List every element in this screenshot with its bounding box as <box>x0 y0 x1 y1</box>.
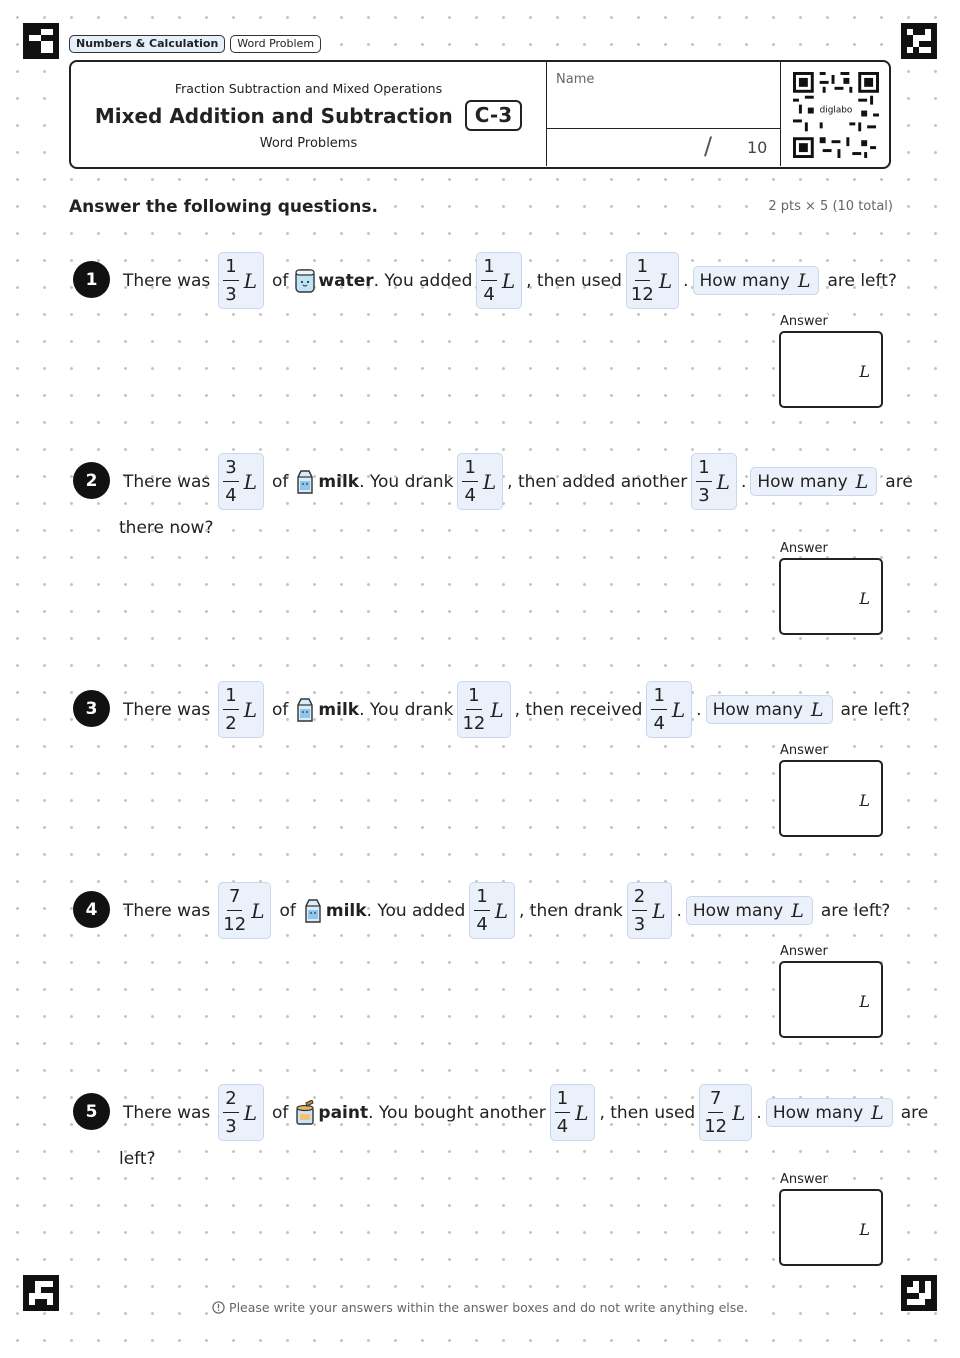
question-number: 2 <box>73 462 110 499</box>
fraction-quantity <box>627 882 673 939</box>
answer-box[interactable] <box>779 760 883 837</box>
info-icon <box>212 1301 225 1314</box>
corner-marker-top-right <box>901 23 937 59</box>
fraction-quantity <box>646 681 692 738</box>
unit-liter: L <box>251 898 265 923</box>
fraction-denominator: 4 <box>556 1116 569 1137</box>
fraction-numerator: 1 <box>223 682 238 710</box>
fraction-numerator: 1 <box>466 682 481 710</box>
question-ask-box <box>686 896 813 925</box>
question-text <box>119 681 914 738</box>
milk-carton-icon <box>302 898 324 924</box>
worksheet-category: Word Problems <box>259 136 358 151</box>
fraction-denominator: 12 <box>704 1116 728 1137</box>
question-phrase: . You bought another <box>368 1102 546 1123</box>
footer-text: Please write your answers within the answer boxes and do not write anything else. <box>229 1300 748 1315</box>
question-text-continued: left? <box>119 1149 156 1169</box>
unit-liter: L <box>871 1101 884 1124</box>
ask-text: How many <box>757 471 848 492</box>
fraction-numerator: 1 <box>651 682 666 710</box>
milk-carton-icon <box>294 469 316 495</box>
answer-unit: L <box>859 1220 870 1239</box>
header-title-block <box>71 62 546 166</box>
fraction-numerator: 1 <box>481 253 496 281</box>
unit-liter: L <box>732 1100 746 1125</box>
fraction-denominator: 4 <box>653 713 665 734</box>
question-item: water <box>318 270 374 291</box>
question-item: milk <box>318 699 360 720</box>
fraction-numerator: 3 <box>223 454 238 482</box>
fraction <box>704 1085 727 1140</box>
question-ask-box <box>766 1098 893 1127</box>
fraction <box>632 883 647 938</box>
fraction-quantity <box>691 453 737 510</box>
question-phrase: . <box>740 471 747 492</box>
fraction-denominator: 4 <box>464 485 476 506</box>
question-number: 4 <box>73 891 110 928</box>
answer-label: Answer <box>780 541 828 556</box>
fraction <box>223 1085 238 1140</box>
paint-can-icon <box>294 1100 316 1126</box>
answer-unit: L <box>859 589 870 608</box>
fraction-numerator: 2 <box>223 1085 238 1113</box>
fraction-quantity <box>476 252 522 309</box>
fraction-numerator: 1 <box>223 253 238 281</box>
question-text <box>119 1084 932 1141</box>
question-text <box>119 882 894 939</box>
unit-liter: L <box>482 469 497 494</box>
question-phrase: There was <box>123 471 211 492</box>
ask-text: How many <box>712 699 803 720</box>
qr-logo-text: diglabo <box>819 105 853 116</box>
answer-label: Answer <box>780 1172 828 1187</box>
score-total: 10 <box>747 138 768 157</box>
fraction-numerator: 1 <box>555 1085 570 1113</box>
question-ask-box <box>750 467 877 496</box>
unit-liter: L <box>243 268 258 293</box>
question-phrase: , then drank <box>519 900 623 921</box>
score-field[interactable] <box>547 129 780 166</box>
question-phrase: There was <box>123 270 211 291</box>
unit-liter: L <box>855 470 869 493</box>
milk-carton-icon <box>294 697 316 723</box>
question-phrase: . <box>696 699 702 720</box>
fraction-quantity <box>469 882 515 939</box>
fraction <box>631 253 654 308</box>
unit-liter: L <box>797 269 811 292</box>
fraction-numerator: 1 <box>696 454 711 482</box>
question-phrase: . <box>756 1102 762 1123</box>
fraction <box>555 1085 570 1140</box>
tag-group <box>69 35 321 53</box>
question-phrase: are left? <box>827 270 897 291</box>
fraction-quantity <box>218 882 271 939</box>
fraction-numerator: 7 <box>227 883 242 911</box>
question-phrase: are <box>885 471 913 492</box>
unit-liter: L <box>243 1100 258 1125</box>
question-phrase: , then used <box>526 270 622 291</box>
question-phrase: , then added another <box>507 471 688 492</box>
question-phrase: of <box>272 699 289 720</box>
unit-liter: L <box>810 698 824 721</box>
fraction-quantity <box>626 252 679 309</box>
unit-liter: L <box>243 469 258 494</box>
unit-liter: L <box>716 469 730 494</box>
name-score-block <box>546 62 781 166</box>
fraction-quantity <box>218 453 264 510</box>
footer-note <box>0 1300 960 1315</box>
fraction-quantity <box>218 252 264 309</box>
fraction <box>651 682 666 737</box>
worksheet-subtitle: Fraction Subtraction and Mixed Operations <box>174 81 443 96</box>
question-phrase: . You drank <box>359 471 454 492</box>
fraction-numerator: 2 <box>632 883 647 911</box>
fraction <box>481 253 496 308</box>
unit-liter: L <box>575 1100 589 1125</box>
unit-liter: L <box>243 697 258 722</box>
unit-liter: L <box>652 898 666 923</box>
question-phrase: , then received <box>514 699 643 720</box>
qr-code <box>793 72 879 158</box>
fraction-numerator: 7 <box>708 1085 723 1113</box>
points-info: 2 pts × 5 (10 total) <box>768 199 893 214</box>
name-label: Name <box>556 72 595 87</box>
answer-box[interactable] <box>779 961 883 1038</box>
answer-box[interactable] <box>779 1189 883 1266</box>
unit-liter: L <box>490 697 504 722</box>
question-text <box>119 453 917 510</box>
fraction-denominator: 4 <box>476 914 488 935</box>
fraction-denominator: 3 <box>225 1116 237 1137</box>
unit-liter: L <box>791 899 804 922</box>
category-tag: Numbers & Calculation <box>69 35 225 53</box>
unit-liter: L <box>501 268 516 293</box>
fraction <box>462 682 485 737</box>
answer-unit: L <box>859 791 870 810</box>
type-tag: Word Problem <box>230 35 321 53</box>
fraction-quantity <box>699 1084 752 1141</box>
fraction-quantity <box>550 1084 596 1141</box>
question-item: milk <box>325 900 367 921</box>
question-number: 5 <box>73 1093 110 1130</box>
score-slash: / <box>704 132 713 160</box>
fraction-quantity <box>457 681 510 738</box>
ask-text: How many <box>772 1102 864 1123</box>
question-item: milk <box>318 471 360 492</box>
question-phrase: . You added <box>366 900 466 921</box>
answer-unit: L <box>859 992 870 1011</box>
fraction <box>696 454 711 509</box>
question-phrase: of <box>272 1102 289 1123</box>
fraction-denominator: 3 <box>633 914 646 935</box>
answer-box[interactable] <box>779 331 883 408</box>
question-number: 3 <box>73 690 110 727</box>
question-phrase: are left? <box>840 699 910 720</box>
fraction-denominator: 4 <box>483 284 495 305</box>
ask-text: How many <box>699 270 790 291</box>
answer-label: Answer <box>780 743 828 758</box>
fraction-numerator: 1 <box>635 253 650 281</box>
answer-box[interactable] <box>779 558 883 635</box>
fraction-denominator: 12 <box>462 713 486 734</box>
fraction-denominator: 4 <box>225 485 237 506</box>
instructions: Answer the following questions. <box>69 197 382 217</box>
question-phrase: of <box>272 471 289 492</box>
fraction-denominator: 3 <box>698 485 710 506</box>
answer-label: Answer <box>780 944 828 959</box>
question-item: paint <box>318 1102 369 1123</box>
name-field[interactable] <box>547 62 780 129</box>
fraction-denominator: 2 <box>225 713 237 734</box>
fraction-quantity <box>457 453 503 510</box>
fraction-denominator: 12 <box>223 914 247 935</box>
question-text <box>119 252 901 309</box>
question-number: 1 <box>73 261 110 298</box>
ask-text: How many <box>692 900 784 921</box>
fraction-numerator: 1 <box>474 883 489 911</box>
unit-liter: L <box>658 268 673 293</box>
corner-marker-top-left <box>23 23 59 59</box>
question-text-continued: there now? <box>119 518 214 538</box>
fraction <box>223 883 246 938</box>
fraction <box>223 253 238 308</box>
answer-label: Answer <box>780 314 828 329</box>
fraction-quantity <box>218 681 264 738</box>
question-phrase: are <box>900 1102 929 1123</box>
question-ask-box <box>693 266 820 295</box>
question-phrase: of <box>272 270 289 291</box>
worksheet-title: Mixed Addition and Subtraction <box>94 103 453 128</box>
question-ask-box <box>706 695 833 724</box>
question-phrase: . You added <box>373 270 473 291</box>
fraction-denominator: 12 <box>630 284 654 305</box>
question-phrase: are left? <box>820 900 891 921</box>
fraction <box>223 454 238 509</box>
question-phrase: , then used <box>599 1102 696 1123</box>
fraction <box>462 454 477 509</box>
question-phrase: . <box>676 900 682 921</box>
fraction-denominator: 3 <box>225 284 237 305</box>
question-phrase: There was <box>123 699 211 720</box>
fraction-quantity <box>218 1084 264 1141</box>
question-phrase: There was <box>123 1102 211 1123</box>
unit-liter: L <box>671 697 686 722</box>
question-phrase: . You drank <box>359 699 454 720</box>
water-glass-icon <box>294 268 316 294</box>
worksheet-code: C-3 <box>465 100 522 131</box>
worksheet-header <box>69 60 891 169</box>
fraction <box>223 682 238 737</box>
unit-liter: L <box>494 898 509 923</box>
question-phrase: There was <box>123 900 211 921</box>
answer-unit: L <box>859 362 870 381</box>
question-phrase: of <box>279 900 296 921</box>
fraction-numerator: 1 <box>462 454 477 482</box>
fraction <box>474 883 489 938</box>
question-phrase: . <box>683 270 689 291</box>
